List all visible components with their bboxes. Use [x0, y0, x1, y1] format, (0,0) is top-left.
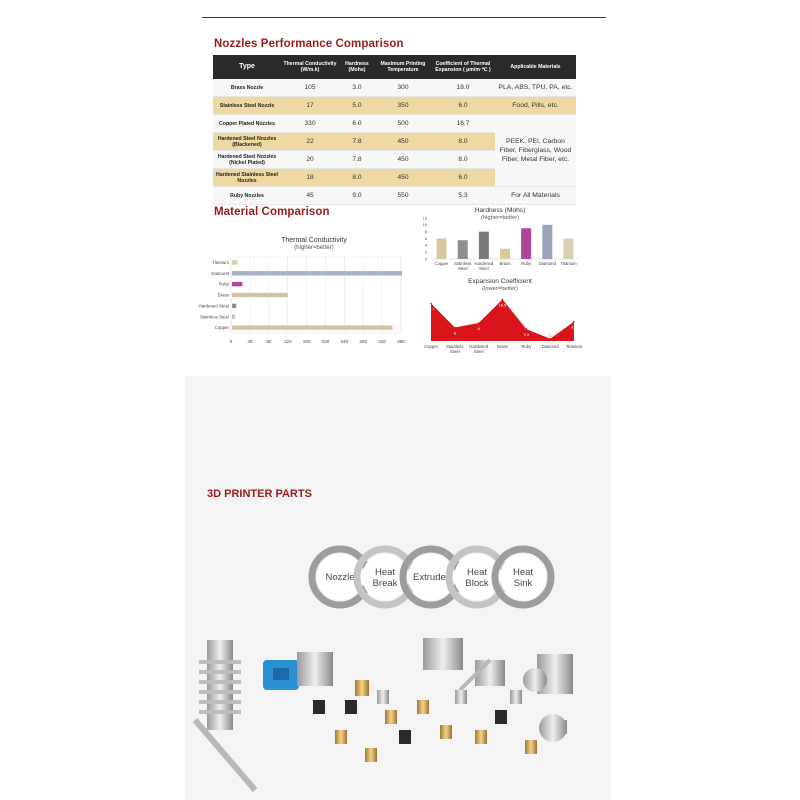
x-tick-label: 160: [302, 339, 311, 344]
chart-subtitle: (higher=better): [294, 245, 334, 251]
point: [430, 303, 432, 305]
header-hardness: Hardness (Mohs): [339, 55, 375, 79]
bar: [437, 239, 447, 260]
point: [502, 299, 504, 301]
nozzle: [525, 740, 537, 754]
fin: [199, 680, 241, 684]
y-tick-label: Diamond: [211, 270, 229, 276]
x-tick-label: 240: [340, 339, 349, 344]
row-materials: PLA, ABS, TPU, PA, etc.: [495, 79, 576, 97]
y-tick-label: 8: [424, 230, 427, 235]
x-tick-label: Titanium: [560, 261, 577, 266]
gear: [523, 668, 547, 692]
header-thermal-conductivity: Thermal Conductivity (W/m.k): [281, 55, 339, 79]
nozzle: [377, 690, 389, 704]
y-tick-label: 6: [424, 236, 427, 241]
x-tick-label: Copper: [423, 344, 439, 349]
x-tick-label: Brass: [499, 261, 511, 266]
nozzle: [510, 690, 522, 704]
parts-title: 3D PRINTER PARTS: [207, 488, 312, 500]
x-tick-label: Ruby: [521, 344, 532, 349]
nozzle: [417, 700, 429, 714]
chart-subtitle: (higher=better): [480, 215, 520, 221]
chart-title: Hardness (Mohs): [474, 207, 526, 214]
x-tick-label: Stainless: [453, 261, 472, 266]
nozzle: [335, 730, 347, 744]
part-label: Heat: [512, 567, 534, 578]
x-tick-label: Ruby: [521, 261, 532, 266]
row-hardness: 3.0: [339, 79, 375, 97]
row-hardness: 5.0: [339, 97, 375, 115]
part-heat-sink: [495, 549, 551, 605]
y-tick-label: 12: [422, 216, 427, 221]
row-type: Hardened Stainless Steel Nozzles: [213, 169, 281, 187]
rod: [195, 720, 255, 790]
nozzle: [313, 700, 325, 714]
bar: [232, 260, 238, 264]
bar: [232, 304, 236, 308]
row-temp: 450: [375, 169, 431, 187]
header-cte: Coefficient of Thermal Expansion ( μm/m·℃ ): [431, 55, 495, 79]
row-tc: 20: [281, 151, 339, 169]
x-tick-label: Titanium: [565, 344, 583, 349]
x-tick-label: 120: [283, 339, 292, 344]
material-comparison-title: Material Comparison: [214, 206, 330, 218]
x-tick-label: Steel: [449, 349, 460, 354]
nozzle: [355, 680, 369, 696]
part-label-2: Sink: [513, 578, 533, 589]
row-type: Ruby Nozzles: [213, 187, 281, 205]
performance-title: Nozzles Performance Comparison: [214, 38, 404, 50]
point: [573, 321, 575, 323]
nozzle: [385, 710, 397, 724]
nozzle: [440, 725, 452, 739]
nozzle: [495, 710, 507, 724]
bar: [479, 232, 489, 259]
x-tick-label: 360: [397, 339, 405, 344]
x-tick-label: 320: [378, 339, 386, 344]
row-hardness: 7.8: [339, 133, 375, 151]
chart-title: Thermal Conductivity: [281, 237, 347, 244]
part-label: Nozzle: [325, 572, 355, 583]
part-label-2: Block: [465, 578, 489, 589]
y-tick-label: 2: [424, 250, 427, 255]
bar: [542, 225, 552, 259]
point: [478, 322, 480, 324]
row-cte: 18.0: [431, 79, 495, 97]
fin: [199, 710, 241, 714]
fin: [199, 690, 241, 694]
x-tick-label: 200: [321, 339, 330, 344]
heatsink-body: [207, 640, 233, 730]
heat-block: [297, 652, 333, 686]
row-cte: 5.3: [431, 187, 495, 205]
y-tick-label: 4: [424, 243, 427, 248]
nozzle: [475, 730, 487, 744]
header-max-temp: Maximum Printing Temperature: [375, 55, 431, 79]
fin: [199, 670, 241, 674]
x-tick-label: Diamond: [541, 344, 559, 349]
row-type: Hardened Steel Nozzles (Nickel Plated): [213, 151, 281, 169]
row-temp: 450: [375, 151, 431, 169]
row-hardness: 7.8: [339, 151, 375, 169]
row-tc: 18: [281, 169, 339, 187]
nozzle: [399, 730, 411, 744]
row-tc: 105: [281, 79, 339, 97]
fin: [199, 700, 241, 704]
row-temp: 500: [375, 115, 431, 133]
y-tick-label: Copper: [214, 325, 229, 331]
gear: [539, 714, 567, 742]
row-temp: 450: [375, 133, 431, 151]
material-charts: [0, 0, 800, 376]
x-tick-label: 80: [266, 339, 272, 344]
data-label: 5.3: [523, 333, 529, 338]
nozzle: [345, 700, 357, 714]
row-tc: 45: [281, 187, 339, 205]
x-tick-label: Hardened: [469, 344, 489, 349]
row-tc: 330: [281, 115, 339, 133]
parts-photo: [185, 630, 611, 800]
row-type: Brass Nozzle: [213, 79, 281, 97]
row-hardness: 8.0: [339, 169, 375, 187]
x-tick-label: Diamond: [538, 261, 556, 266]
bar: [232, 282, 242, 286]
x-tick-label: Steel: [478, 266, 489, 271]
data-label: 8.6: [571, 325, 577, 330]
y-tick-label: Hardened Steel: [198, 303, 229, 309]
bar: [232, 325, 393, 329]
nozzle: [365, 748, 377, 762]
x-tick-label: Hardened: [474, 261, 494, 266]
bar: [500, 249, 510, 259]
row-temp: 300: [375, 79, 431, 97]
bar: [458, 240, 468, 259]
steel-nozzles: [377, 690, 567, 734]
heatsink-fins: [423, 638, 573, 694]
point: [549, 338, 551, 340]
row-temp: 350: [375, 97, 431, 115]
point: [454, 327, 456, 329]
parts-flow: [185, 540, 611, 620]
sock-hole: [273, 668, 289, 680]
bar: [563, 239, 573, 260]
data-label: 6: [453, 331, 456, 336]
row-cte: 6.0: [431, 169, 495, 187]
x-tick-label: Copper: [434, 261, 449, 266]
data-label: 18.5: [498, 303, 507, 308]
x-tick-label: 0: [229, 339, 233, 344]
x-tick-label: 40: [247, 339, 253, 344]
row-tc: 17: [281, 97, 339, 115]
row-hardness: 9.0: [339, 187, 375, 205]
y-tick-label: Brass: [217, 292, 229, 298]
row-materials: Food, Pills, etc.: [495, 97, 576, 115]
fin: [199, 660, 241, 664]
y-tick-label: Ruby: [218, 281, 229, 287]
heatsink-large: [199, 640, 241, 730]
x-tick-label: Brass: [497, 344, 508, 349]
data-label: 8: [477, 327, 480, 331]
bar: [232, 315, 235, 319]
part-label-2: Break: [372, 578, 398, 589]
row-materials: PEEK, PEI, Carbon Fiber, Fiberglass, Wood Fiber, Metal Fiber, etc.: [495, 115, 576, 187]
fin-block: [423, 638, 463, 670]
x-tick-label: Steel: [457, 266, 468, 271]
x-tick-label: 280: [359, 339, 368, 344]
row-cte: 8.0: [431, 151, 495, 169]
y-tick-label: 10: [422, 223, 427, 228]
row-temp: 550: [375, 187, 431, 205]
row-cte: 6.0: [431, 97, 495, 115]
chart-subtitle: (lower=better): [482, 286, 518, 292]
block-body: [297, 652, 333, 686]
row-type: Stainless Steel Nozzle: [213, 97, 281, 115]
nozzle: [455, 690, 467, 704]
bar: [232, 293, 288, 297]
bar: [232, 271, 402, 275]
row-type: Copper Plated Nozzles: [213, 115, 281, 133]
y-tick-label: Stainless Steel: [199, 314, 229, 320]
chart-title: Expansion Coefficient: [468, 278, 532, 285]
x-tick-label: Steel: [473, 349, 484, 354]
part-label: Heat: [466, 567, 488, 578]
silicone-sock: [263, 660, 299, 690]
row-cte: 8.0: [431, 133, 495, 151]
part-label: Heat: [374, 567, 396, 578]
row-tc: 22: [281, 133, 339, 151]
header-type: Type: [213, 55, 281, 79]
y-tick-label: Titanium: [212, 260, 229, 266]
data-label: 1: [549, 333, 552, 338]
x-tick-label: Stainless: [446, 344, 464, 349]
y-tick-label: 0: [424, 257, 427, 262]
row-hardness: 6.0: [339, 115, 375, 133]
point: [526, 328, 528, 330]
row-materials: For All Materials: [495, 187, 576, 205]
part-label: Extruder: [413, 572, 449, 583]
bar: [521, 228, 531, 259]
row-cte: 16.7: [431, 115, 495, 133]
header-materials: Applicable Materials: [495, 55, 576, 79]
row-type: Hardened Steel Nozzles (Blackened): [213, 133, 281, 151]
data-label: 16.7: [427, 307, 435, 312]
